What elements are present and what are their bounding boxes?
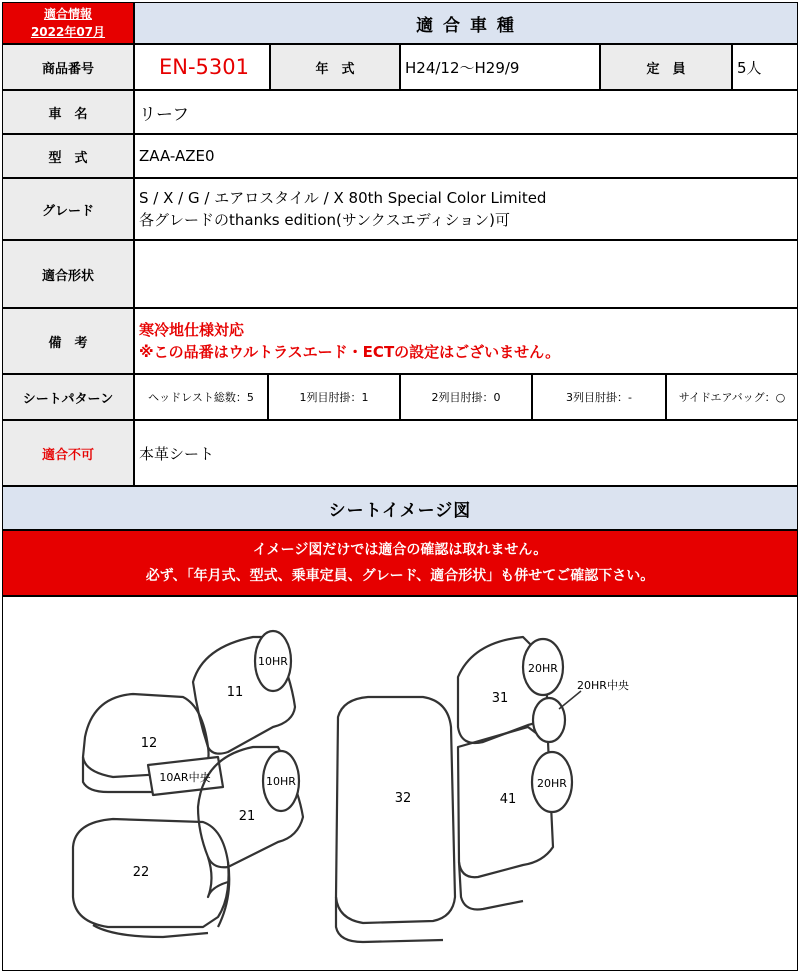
notes-label: 備 考: [2, 308, 134, 374]
notes-value: [134, 308, 798, 374]
model-year-label: 年 式: [270, 44, 400, 90]
label-11: 11: [226, 685, 244, 700]
car-name-value: リーフ: [134, 90, 798, 134]
not-compatible-value: 本革シート: [134, 420, 798, 486]
warning-banner: [2, 530, 798, 596]
label-20hr-top: 20HR: [528, 662, 558, 675]
row3-armrest: 3列目肘掛：-: [532, 374, 666, 420]
label-21: 21: [238, 809, 256, 824]
seat-diagram-area: [2, 596, 798, 971]
fitment-info-badge: [2, 2, 134, 44]
label-22: 22: [132, 865, 150, 880]
seat-22-cushion: [73, 819, 229, 927]
seat-diagram: [3, 597, 797, 970]
notes-line-2: ※この品番はウルトラスエード・ECTの設定はございません。: [139, 343, 561, 361]
label-20hr-center: 20HR中央: [577, 679, 629, 692]
label-20hr-bottom: 20HR: [537, 777, 567, 790]
seat-32-cushion: [336, 697, 455, 923]
label-10hr-front: 10HR: [258, 655, 288, 668]
side-airbag: サイドエアバッグ：○: [666, 374, 798, 420]
compatible-models-header: 適 合 車 種: [134, 2, 798, 44]
leader-line-20hr-center: [559, 691, 581, 709]
grade-line-2: 各グレードのthanks edition(サンクスエディション)可: [139, 211, 511, 229]
fit-shape-label: 適合形状: [2, 240, 134, 308]
product-number-label: 商品番号: [2, 44, 134, 90]
notes-line-1: 寒冷地仕様対応: [139, 321, 245, 339]
grade-label: グレード: [2, 178, 134, 240]
seat-pattern-label: シートパターン: [2, 374, 134, 420]
seat-22-edge: [93, 862, 229, 937]
product-number-value: EN-5301: [134, 44, 270, 90]
car-name-label: 車 名: [2, 90, 134, 134]
label-31: 31: [491, 691, 509, 706]
label-10ar-center: 10AR中央: [159, 771, 211, 784]
badge-title: 適合情報: [43, 7, 92, 21]
headrest-total: ヘッドレスト総数：5: [134, 374, 268, 420]
label-41: 41: [499, 792, 517, 807]
fit-shape-value: [134, 240, 798, 308]
row2-armrest: 2列目肘掛：0: [400, 374, 532, 420]
grade-value: [134, 178, 798, 240]
not-compatible-label: 適合不可: [2, 420, 134, 486]
model-code-label: 型 式: [2, 134, 134, 178]
model-code-value: ZAA-AZE0: [134, 134, 798, 178]
warning-line-2: 必ず、「年月式、型式、乗車定員、グレード、適合形状」も併せてご確認下さい。: [145, 568, 655, 584]
model-year-value: H24/12〜H29/9: [400, 44, 600, 90]
headrest-20hr-center: [533, 698, 565, 742]
badge-date: 2022年07月: [30, 25, 106, 39]
label-32: 32: [394, 791, 412, 806]
grade-line-1: S / X / G / エアロスタイル / X 80th Special Color Limited: [139, 189, 547, 207]
seat-41-edge: [459, 862, 523, 910]
capacity-value: 5人: [732, 44, 798, 90]
seat-image-header: シートイメージ図: [2, 486, 798, 530]
label-12: 12: [140, 736, 158, 751]
capacity-label: 定 員: [600, 44, 732, 90]
row1-armrest: 1列目肘掛：1: [268, 374, 400, 420]
warning-line-1: イメージ図だけでは適合の確認は取れません。: [252, 542, 548, 558]
label-10hr-second: 10HR: [266, 775, 296, 788]
